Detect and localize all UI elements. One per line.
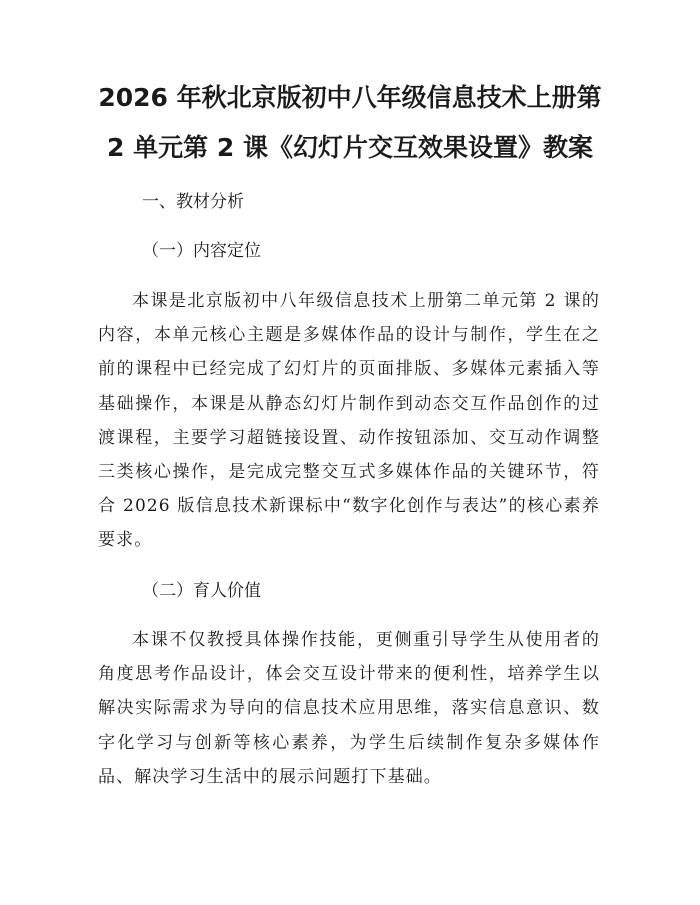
- subsection-heading-content-positioning: （一）内容定位: [142, 241, 261, 261]
- paragraph-content-positioning: 本课是北京版初中八年级信息技术上册第二单元第 2 课的内容，本单元核心主题是多媒体作品的设计与制作，学生在之前的课程中已经完成了幻灯片的页面排版、多媒体元素插入等基础操作，本课是从静态幻灯片制作到动态交互作品创作的过渡课程，主要学习超链接设置、动作按钮添加、交互动作调整三类核心操作，是完成完整交互式多媒体作品的关键环节，符合 2026 版信息技术新课标中“数字化创作与表达”的核心素养要求。: [98, 291, 600, 551]
- section-heading-textbook-analysis: 一、教材分析: [142, 192, 244, 212]
- subsection-heading-educational-value: （二）育人价值: [142, 581, 261, 601]
- document-title-line-1: 2026 年秋北京版初中八年级信息技术上册第: [98, 83, 602, 112]
- document-title-line-2: 2 单元第 2 课《幻灯片交互效果设置》教案: [107, 133, 593, 162]
- paragraph-educational-value: 本课不仅教授具体操作技能，更侧重引导学生从使用者的角度思考作品设计，体会交互设计带来的便利性，培养学生以解决实际需求为导向的信息技术应用思维，落实信息意识、数字化学习与创新等核心素养，为学生后续制作复杂多媒体作品、解决学习生活中的展示问题打下基础。: [98, 630, 600, 787]
